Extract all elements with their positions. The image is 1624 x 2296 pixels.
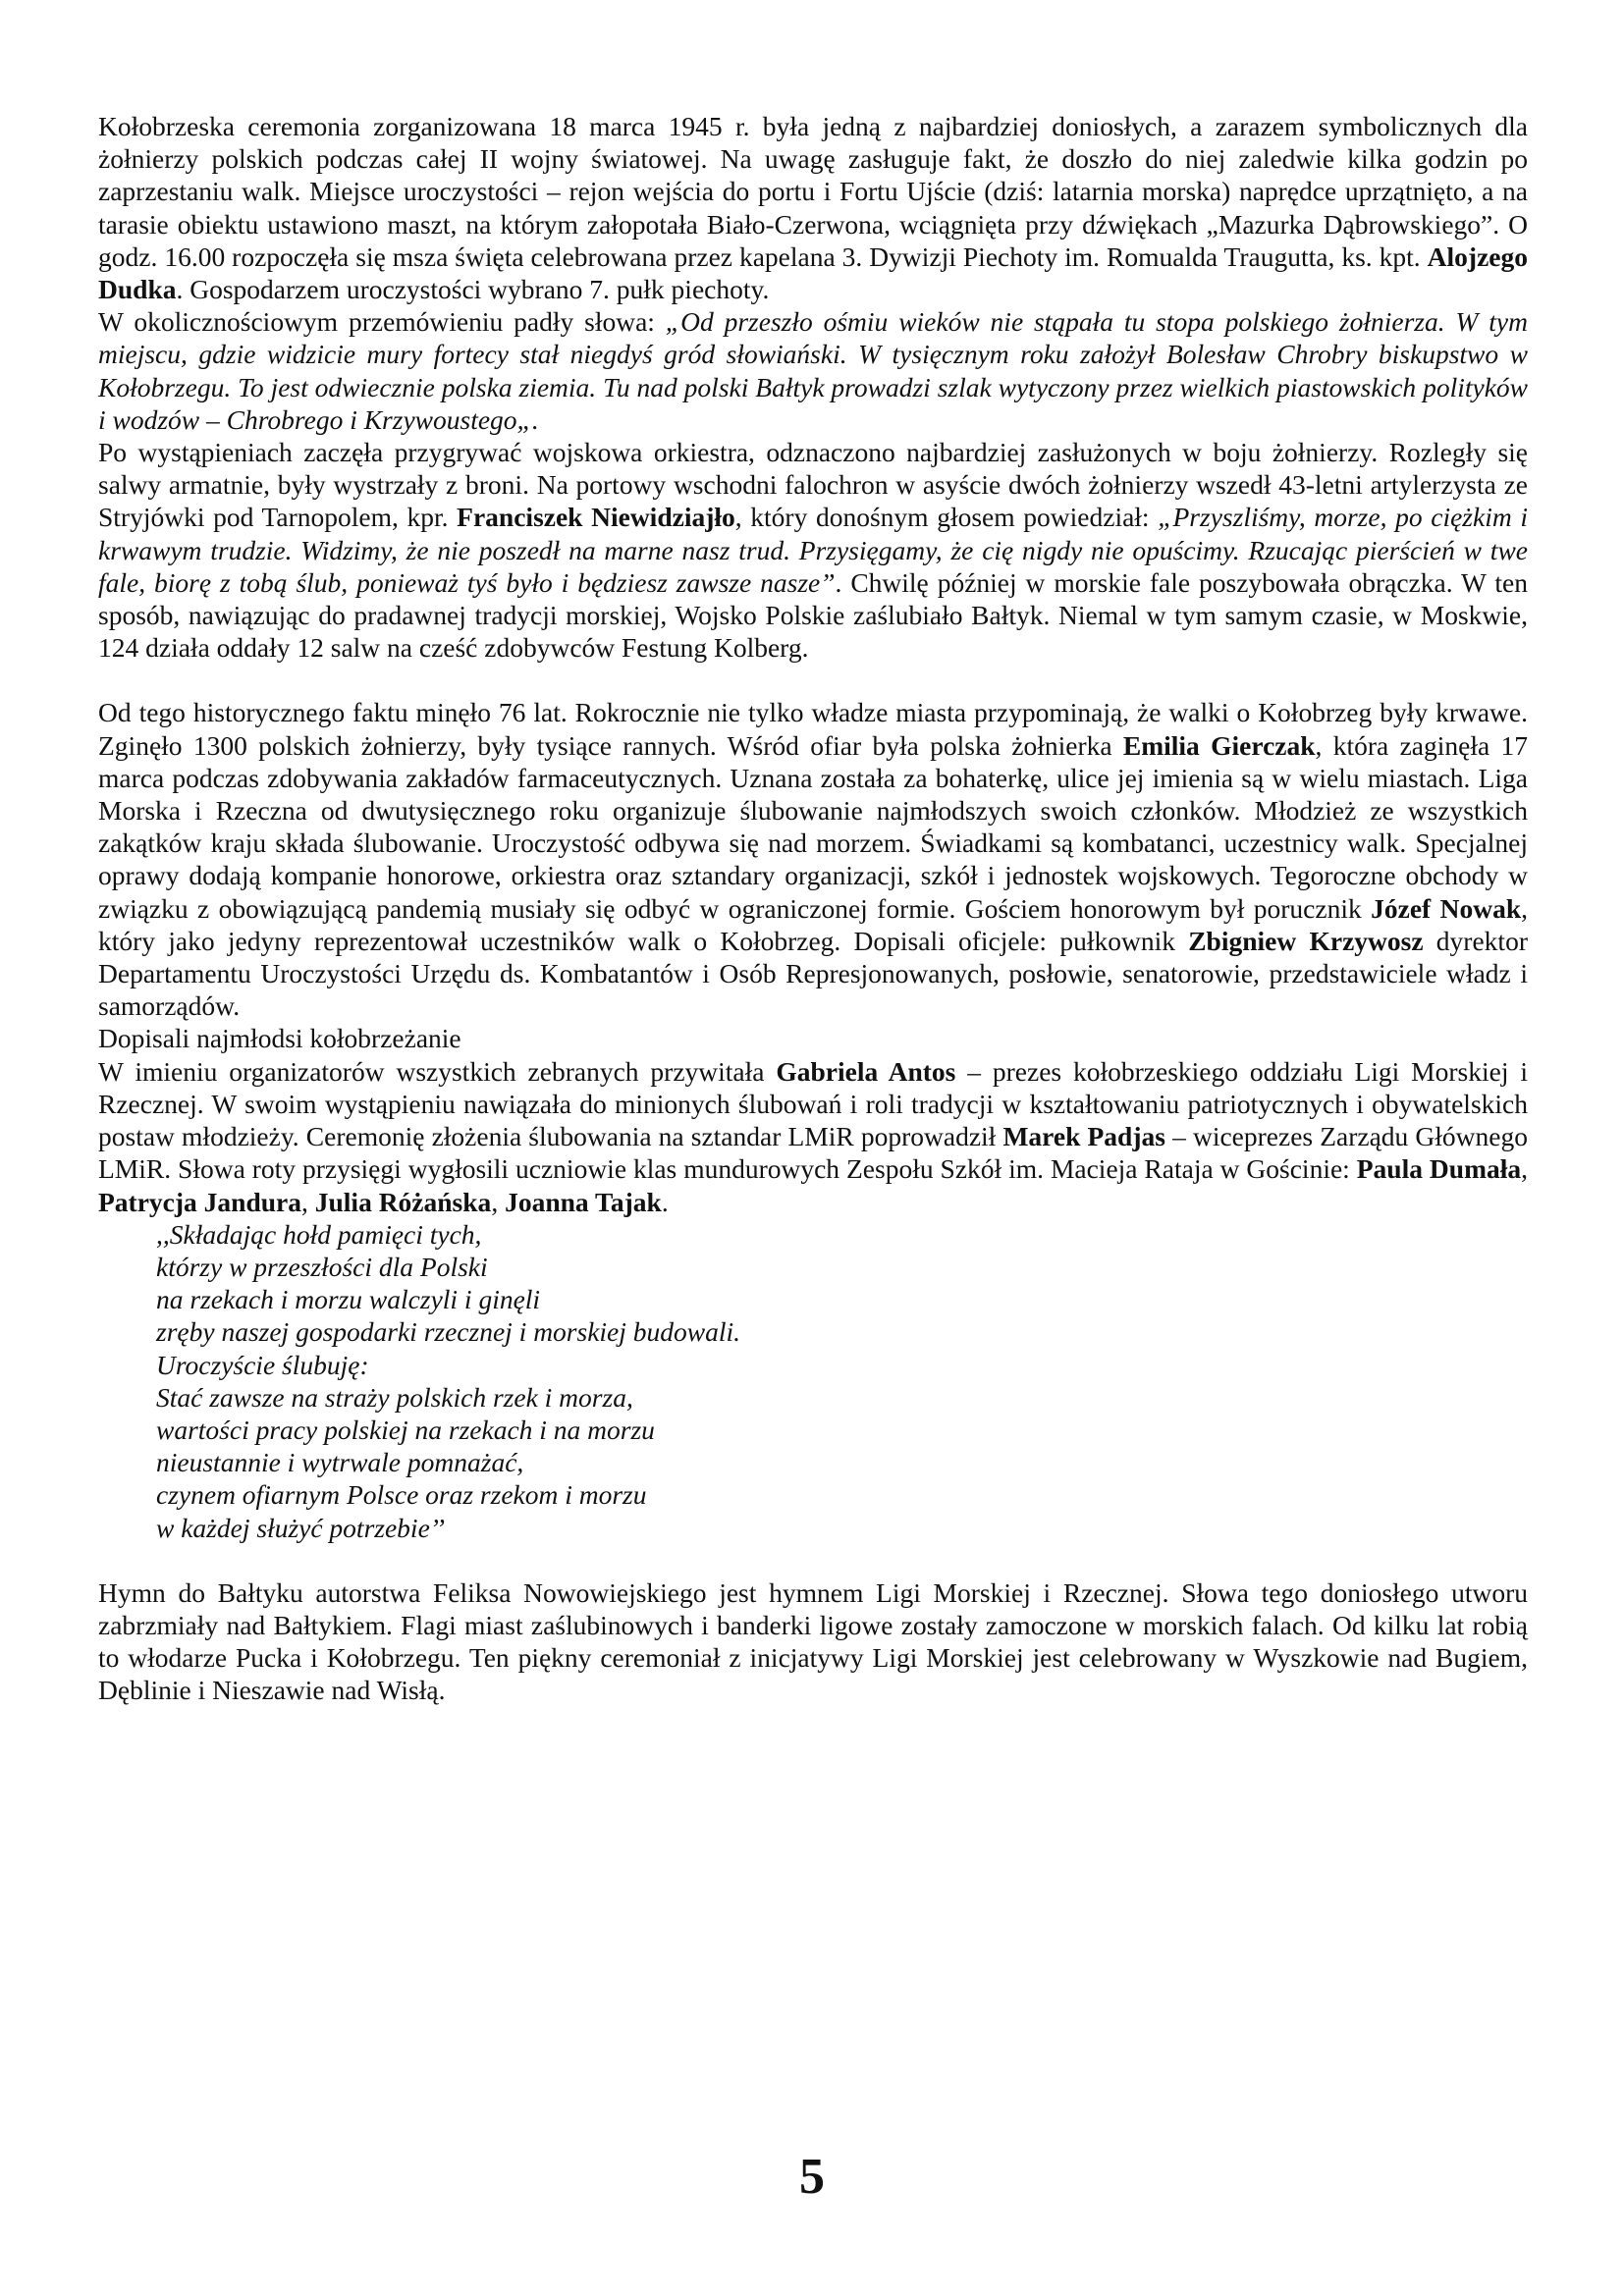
paragraph-p5 (98, 1022, 1528, 1054)
document-page (98, 110, 1528, 1707)
person-name: Emilia Gierczak (1122, 729, 1316, 761)
person-name: Patrycja Jandura (98, 1186, 301, 1217)
verse-line: na rzekach i morzu walczyli i ginęli (156, 1284, 541, 1315)
person-name: Marek Padjas (1002, 1121, 1165, 1152)
paragraph-p6 (98, 1055, 1528, 1218)
person-name: Franciszek Niewidziajło (457, 502, 735, 533)
paragraph-p1 (98, 110, 1528, 305)
text-run: , która zaginęła 17 marca podczas zdobywania zakładów farmaceutycznych. Uznana została za bohaterkę, ulice jej imienia są w wielu miastach. Liga Morska i Rzeczna od dwutysięcznego roku organizuje ślubowanie najmłodszych swoich członków. Młodzież ze wszystkich zakątków kraju składa ślubowanie. Uroczystość odbywa się nad morzem. Świadkami są kombatanci, uczestnicy walk. Specjalnej oprawy dodają kompanie honorowe, orkiestra oraz sztandary organizacji, szkół i jednostek wojskowych. Tegoroczne obchody w związku z obowiązującą pandemią musiały się odbyć w ograniczonej formie. Gościem honorowym był porucznik (98, 729, 1529, 924)
quotation: „Od przeszło ośmiu wieków nie stąpała tu stopa polskiego żołnierza. W tym miejscu, gdzie widzicie mury fortecy stał niegdyś gród słowiański. W tysięcznym roku założył Bolesław Chrobry biskupstwo w Kołobrzegu. To jest odwiecznie polska ziemia. Tu nad polski Bałtyk prowadzi szlak wytyczony przez wielkich piastowskich polityków i wodzów – Chrobrego i Krzywoustego„. (98, 306, 1528, 435)
verse-line: w każdej służyć potrzebie’’ (156, 1512, 446, 1543)
paragraph-gap (98, 1544, 1528, 1576)
closing-paragraph: Hymn do Bałtyku autorstwa Feliksa Nowowiejskiego jest hymnem Ligi Morskiej i Rzecznej. Słowa tego doniosłego utworu zabrzmiały nad Bałtykiem. Flagi miast zaślubinowych i banderki ligowe zostały zamoczone w morskich falach. Od kilku lat robią to włodarze Pucka i Kołobrzegu. Ten piękny ceremoniał z inicjatywy Ligi Morskiej jest celebrowany w Wyszkowie nad Bugiem, Dęblinie i Nieszawie nad Wisłą. (98, 1576, 1528, 1706)
text-run: Po wystąpieniach zaczęła przygrywać wojskowa orkiestra, odznaczono najbardziej zasłużonych w boju żołnierzy. Rozległy się salwy armatnie, były wystrzały z broni. Na portowy wschodni falochron w asyście dwóch żołnierzy wszedł 43-letni artylerzysta ze Stryjówki pod Tarnopolem, kpr. (98, 437, 1528, 533)
text-run: Dopisali najmłodsi kołobrzeżanie (98, 1023, 461, 1054)
person-name: Julia Różańska (314, 1186, 492, 1217)
text-run: – wiceprezes Zarządu Głównego LMiR. Słowa roty przysięgi wygłosili uczniowie klas mundurowych Zespołu Szkół im. Macieja Rataja w Gościnie: (98, 1121, 1528, 1185)
text-run: . (661, 1186, 669, 1217)
text-run: W okolicznościowym przemówieniu padły słowa: (98, 306, 666, 338)
person-name: Zbigniew Krzywosz (1188, 925, 1424, 956)
text-run: . Gospodarzem uroczystości wybrano 7. pułk piechoty. (176, 274, 770, 305)
text-run: dyrektor Departamentu Uroczystości Urzędu ds. Kombatantów i Osób Represjonowanych, posłowie, senatorowie, przedstawiciele władz i samorządów. (98, 925, 1528, 1022)
verse-line: Stać zawsze na straży polskich rzek i morza, (156, 1381, 633, 1413)
verse-line: wartości pracy polskiej na rzekach i na morzu (156, 1414, 655, 1445)
verse-line: którzy w przeszłości dla Polski (156, 1251, 488, 1282)
person-name: Gabriela Antos (776, 1055, 956, 1087)
article-body (98, 110, 1528, 1218)
text-run: – prezes kołobrzeskiego oddziału Ligi Morskiej i Rzecznej. W swoim wystąpieniu nawiązała do minionych ślubowań i roli tradycji w kształtowaniu patriotycznych i obywatelskich postaw młodzieży. Ceremonię złożenia ślubowania na sztandar LMiR poprowadził (98, 1055, 1529, 1152)
text-run: Od tego historycznego faktu minęło 76 lat. Rokrocznie nie tylko władze miasta przypominają, że walki o Kołobrzeg były krwawe. Zginęło 1300 polskich żołnierzy, były tysiące rannych. Wśród ofiar była polska żołnierka (98, 697, 1528, 761)
paragraph-p2 (98, 305, 1528, 436)
verse-line: nieustannie i wytrwale pomnażać, (156, 1447, 524, 1478)
quotation: „Przyszliśmy, morze, po ciężkim i krwawym trudzie. Widzimy, że nie poszedł na marne nasz trud. Przysięgamy, że cię nigdy nie opuścimy. Rzucając pierścień w twe fale, biorę z tobą ślub, ponieważ tyś było i będziesz zawsze nasze” (98, 502, 1528, 598)
verse-line: Uroczyście ślubuję: (156, 1349, 369, 1380)
person-name: Paula Dumała (1356, 1153, 1522, 1185)
person-name: Alojzego Dudka (98, 240, 1528, 305)
verse-line: czynem ofiarnym Polsce oraz rzekom i morzu (156, 1479, 647, 1511)
paragraph-p4 (98, 696, 1528, 1022)
text-run: . Chwilę później w morskie fale poszybowała obrączka. W ten sposób, nawiązując do pradawnej tradycji morskiej, Wojsko Polskie zaślubiało Bałtyk. Niemal w tym samym czasie, w Moskwie, 124 działa oddały 12 salw na cześć zdobywców Festung Kolberg. (98, 566, 1528, 664)
text-run: , który donośnym głosem powiedział: (734, 502, 1159, 533)
text-run: , który jako jedyny reprezentował uczestników walk o Kołobrzeg. Dopisali oficjele: pułkownik (98, 892, 1528, 956)
page-number: 5 (799, 2149, 825, 2205)
verse-line: zręby naszej gospodarki rzecznej i morskiej budowali. (156, 1316, 741, 1348)
text-run: , (301, 1186, 315, 1217)
text-run: W imieniu organizatorów wszystkich zebranych przywitała (98, 1055, 777, 1087)
oath-verse (98, 1218, 1528, 1544)
paragraph-p3 (98, 436, 1528, 664)
verse-line: ,,Składając hołd pamięci tych, (156, 1218, 482, 1250)
text-run: , (491, 1186, 506, 1217)
person-name: Józef Nowak (1371, 892, 1522, 924)
person-name: Joanna Tajak (505, 1186, 662, 1217)
paragraph-gap (98, 664, 1528, 696)
text-run: Kołobrzeska ceremonia zorganizowana 18 marca 1945 r. była jedną z najbardziej doniosłych, a zarazem symbolicznych dla żołnierzy polskich podczas całej II wojny światowej. Na uwagę zasługuje fakt, że doszło do niej zaledwie kilka godzin po zaprzestaniu walk. Miejsce uroczystości – rejon wejścia do portu i Fortu Ujście (dziś: latarnia morska) naprędce uprzątnięto, a na tarasie obiektu ustawiono maszt, na którym załopotała Biało-Czerwona, wciągnięta przy dźwiękach „Mazurka Dąbrowskiego”. O godz. 16.00 rozpoczęła się msza święta celebrowana przez kapelana 3. Dywizji Piechoty im. Romualda Traugutta, ks. kpt. (98, 111, 1528, 272)
text-run: , (1521, 1153, 1528, 1185)
